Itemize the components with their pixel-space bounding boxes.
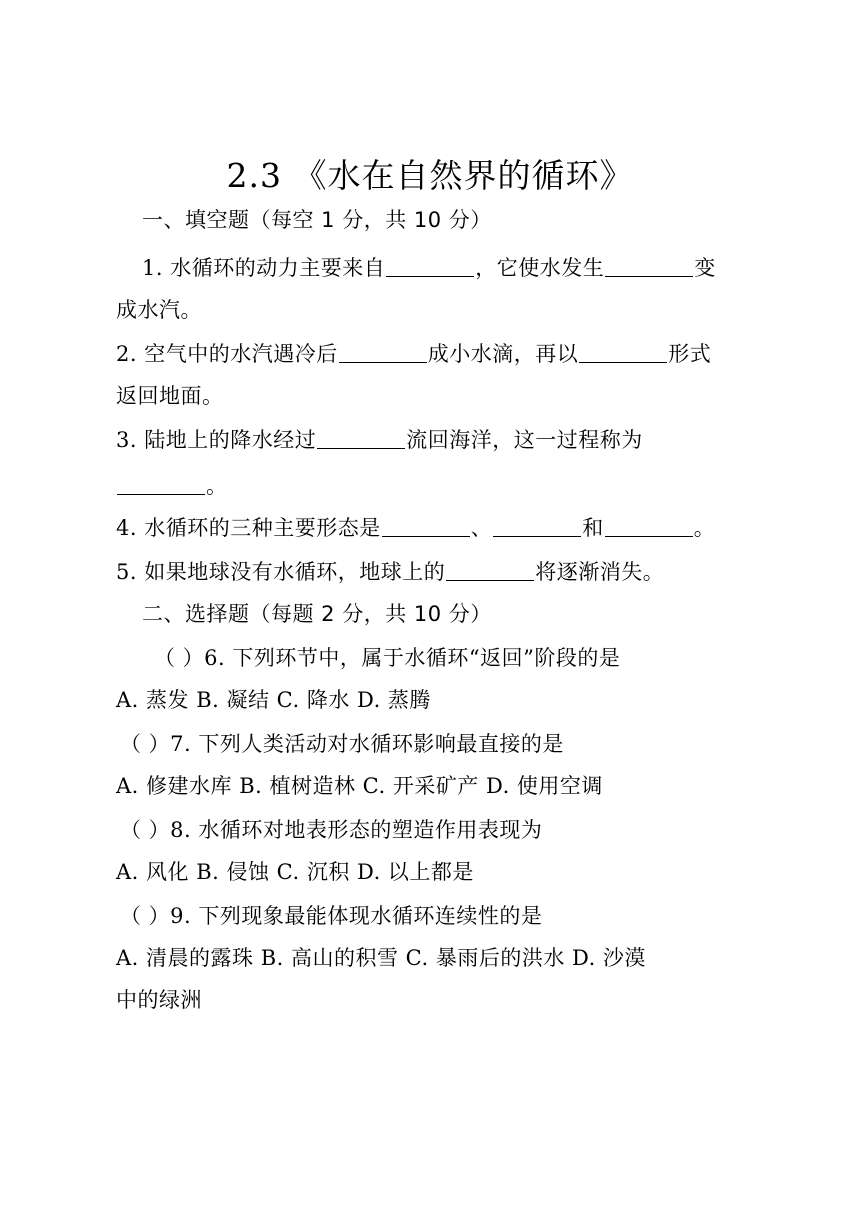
question-3-line1	[116, 424, 643, 456]
question-6-options: A. 蒸发 B. 凝结 C. 降水 D. 蒸腾	[116, 688, 431, 712]
q4-blank-1[interactable]	[382, 534, 470, 537]
q4-text-b: 、	[470, 516, 493, 540]
page-title: 2.3 《水在自然界的循环》	[226, 156, 634, 195]
question-8-options: A. 风化 B. 侵蚀 C. 沉积 D. 以上都是	[116, 860, 474, 884]
question-1-line2: 成水汽。	[116, 298, 202, 322]
q1-text-c: 变	[694, 256, 716, 280]
q1-text-a: 1. 水循环的动力主要来自	[142, 256, 386, 280]
question-2-line2: 返回地面。	[116, 384, 224, 408]
question-9-stem: （ ）9. 下列现象最能体现水循环连续性的是	[120, 904, 543, 928]
q2-blank-1[interactable]	[339, 360, 427, 363]
q2-text-c: 形式	[668, 342, 712, 366]
q5-text-a: 5. 如果地球没有水循环，地球上的	[116, 560, 446, 584]
question-5	[116, 556, 664, 588]
q1-text-b: ，它使水发生	[475, 256, 605, 280]
q1-blank-2[interactable]	[605, 274, 693, 277]
q3-blank-2[interactable]	[117, 492, 205, 495]
question-9-options-line1: A. 清晨的露珠 B. 高山的积雪 C. 暴雨后的洪水 D. 沙漠	[116, 946, 646, 970]
q3-text-d: 。	[206, 474, 228, 498]
q3-text-b: 流回海洋，这一过程称为	[406, 428, 643, 452]
q4-text-c: 和	[582, 516, 604, 540]
q1-blank-1[interactable]	[386, 274, 474, 277]
question-2-line1	[116, 338, 711, 370]
question-9-options-line2: 中的绿洲	[116, 988, 202, 1012]
section1-heading: 一、填空题（每空 1 分，共 10 分）	[142, 208, 492, 232]
question-7-options: A. 修建水库 B. 植树造林 C. 开采矿产 D. 使用空调	[116, 774, 603, 798]
q3-text-a: 3. 陆地上的降水经过	[116, 428, 317, 452]
question-3-line2	[116, 470, 228, 502]
question-7-stem: （ ）7. 下列人类活动对水循环影响最直接的是	[120, 732, 564, 756]
q2-text-a: 2. 空气中的水汽遇冷后	[116, 342, 338, 366]
section2-heading: 二、选择题（每题 2 分，共 10 分）	[142, 602, 492, 626]
question-1-line1	[142, 252, 716, 284]
question-4	[116, 512, 715, 544]
q2-text-b: 成小水滴，再以	[427, 342, 579, 366]
q4-text-a: 4. 水循环的三种主要形态是	[116, 516, 381, 540]
question-8-stem: （ ）8. 水循环对地表形态的塑造作用表现为	[120, 818, 543, 842]
q4-blank-2[interactable]	[493, 534, 581, 537]
q2-blank-2[interactable]	[579, 360, 667, 363]
q5-text-b: 将逐渐消失。	[535, 560, 665, 584]
question-6-stem: （ ）6. 下列环节中，属于水循环“返回”阶段的是	[154, 646, 621, 670]
q4-text-d: 。	[693, 516, 716, 540]
q3-blank-1[interactable]	[317, 446, 405, 449]
q4-blank-3[interactable]	[605, 534, 693, 537]
q5-blank-1[interactable]	[446, 578, 534, 581]
